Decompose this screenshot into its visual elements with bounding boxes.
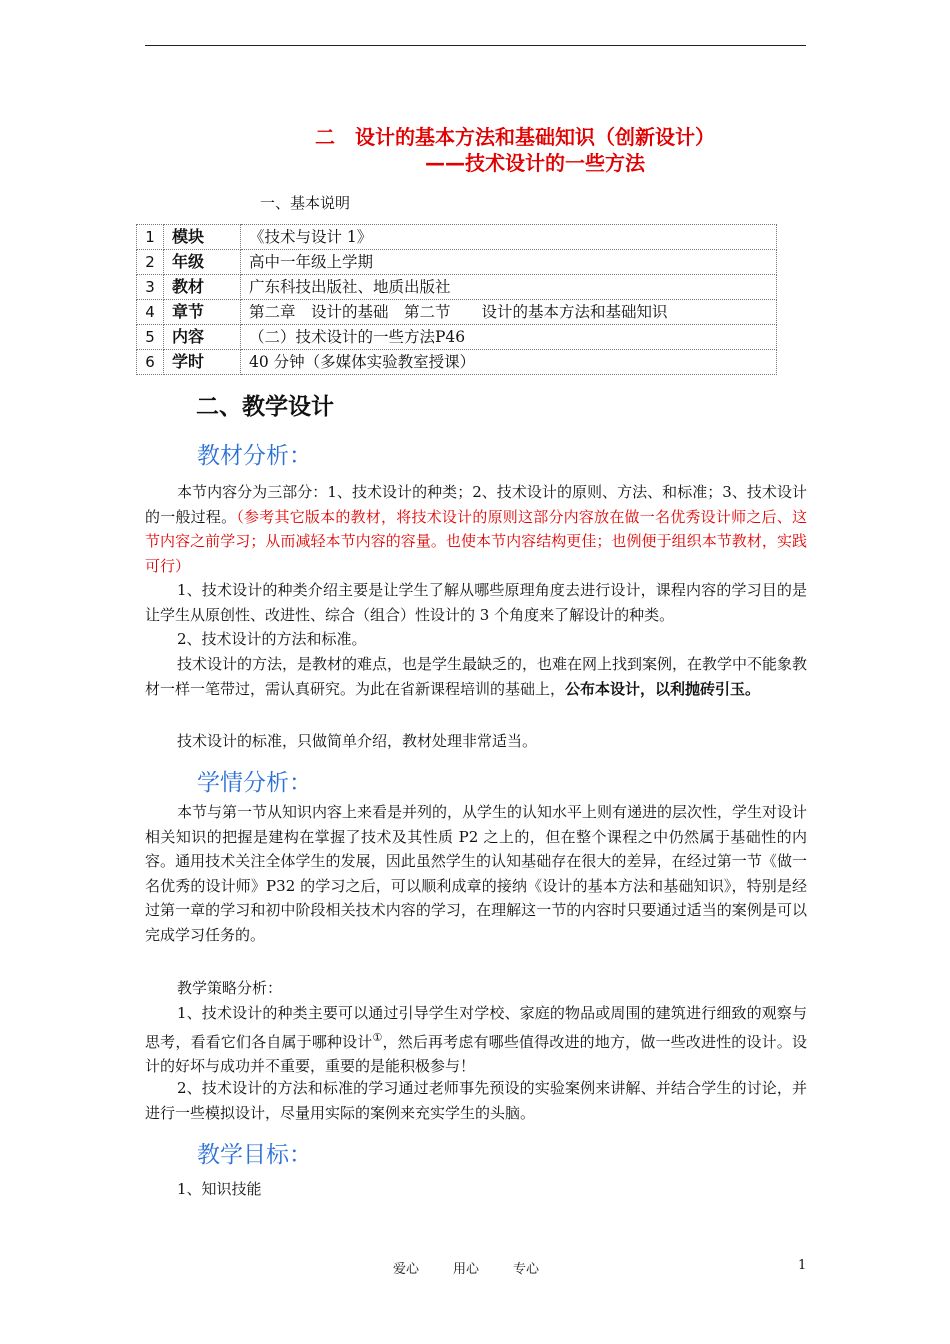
page-footer bbox=[393, 1258, 573, 1277]
paragraph-text: ，然后再考虑有哪些值得改进的地方，做一些改进性的设计。设计的好坏与成功并不重要，重要的是能积极参与！ bbox=[145, 1032, 807, 1075]
paragraph-material-intro bbox=[145, 480, 807, 578]
paragraph-text: 技术设计的方法，是教材的难点，也是学生最缺乏的，也难在网上找到案例，在教学中不能象教材一样一笔带过，需认真研究。为此在省新课程培训的基础上， bbox=[145, 655, 808, 698]
paragraph-standards: 技术设计的标准，只做简单介绍，教材处理非常适当。 bbox=[177, 732, 538, 750]
paragraph-note-red: （参考其它版本的教材，将技术设计的原则这部分内容放在做一名优秀设计师之后、这节内容之前学习；从而减轻本节内容的容量。也使本节内容结构更佳；也例便于组织本节教材，实践可行） bbox=[145, 507, 807, 575]
row-key: 模块 bbox=[164, 225, 241, 250]
row-number: 3 bbox=[137, 275, 164, 300]
row-key: 章节 bbox=[164, 300, 241, 325]
footer-item: 专心 bbox=[513, 1262, 540, 1277]
paragraph-strategy-label: 教学策略分析： bbox=[177, 979, 283, 997]
row-value: 《技术与设计 1》 bbox=[241, 225, 777, 250]
row-value: 高中一年级上学期 bbox=[241, 250, 777, 275]
row-number: 4 bbox=[137, 300, 164, 325]
title-line-1: 二 设计的基本方法和基础知识（创新设计） bbox=[315, 125, 715, 149]
table-row bbox=[137, 225, 777, 250]
page-number: 1 bbox=[798, 1258, 807, 1273]
heading-student-analysis: 学情分析： bbox=[197, 770, 312, 796]
footer-item: 爱心 bbox=[393, 1262, 420, 1277]
row-key: 内容 bbox=[164, 325, 241, 350]
row-value: 40 分钟（多媒体实验教室授课） bbox=[241, 350, 777, 375]
header-rule bbox=[145, 45, 806, 46]
row-value: （二）技术设计的一些方法P46 bbox=[241, 325, 777, 350]
paragraph-knowledge-skills: 1、知识技能 bbox=[177, 1180, 262, 1198]
row-number: 6 bbox=[137, 350, 164, 375]
heading-teaching-goals: 教学目标： bbox=[197, 1142, 312, 1168]
row-number: 2 bbox=[137, 250, 164, 275]
row-key: 年级 bbox=[164, 250, 241, 275]
row-number: 5 bbox=[137, 325, 164, 350]
basic-info-label: 一、基本说明 bbox=[260, 194, 351, 212]
paragraph-methods-detail bbox=[145, 652, 807, 701]
paragraph-bold-text: 公布本设计，以利抛砖引玉。 bbox=[565, 679, 761, 698]
title-line-2: ——技术设计的一些方法 bbox=[425, 151, 645, 175]
table-row bbox=[137, 350, 777, 375]
row-number: 1 bbox=[137, 225, 164, 250]
heading-material-analysis: 教材分析： bbox=[197, 443, 312, 469]
table-row bbox=[137, 300, 777, 325]
paragraph-design-types: 1、技术设计的种类介绍主要是让学生了解从哪些原理角度去进行设计，课程内容的学习目的是让学生从原创性、改进性、综合（组合）性设计的 3 个角度来了解设计的种类。 bbox=[145, 581, 807, 624]
paragraph-methods-standards: 2、技术设计的方法和标准。 bbox=[177, 630, 367, 648]
row-key: 学时 bbox=[164, 350, 241, 375]
footer-item: 用心 bbox=[453, 1262, 480, 1277]
row-key: 教材 bbox=[164, 275, 241, 300]
paragraph-student-analysis: 本节与第一节从知识内容上来看是并列的，从学生的认知水平上则有递进的层次性，学生对设计相关知识的把握是建构在掌握了技术及其性质 P2 之上的，但在整个课程之中仍然属于基础性的内容。通用技术关注全体学生的发展，因此虽然学生的认知基础存在很大的差异，在经过第一节《做一名优秀的设计师》P32 的学习之后，可以顺利成章的接纳《设计的基本方法和基础知识》，特别是经过第一章的学习和初中阶段相关技术内容的学习，在理解这一节的内容时只要通过适当的案例是可以完成学习任务的。 bbox=[145, 803, 808, 944]
paragraph-strategy-2: 2、技术设计的方法和标准的学习通过老师事先预设的实验案例来讲解、并结合学生的讨论，并进行一些模拟设计，尽量用实际的案例来充实学生的头脑。 bbox=[145, 1079, 807, 1122]
info-table bbox=[136, 224, 777, 375]
paragraph-text: 1、技术设计的种类主要可以通过引导学生对学校、家庭的物品或周围的建筑进行细致的观察与思考，看看它们各自属于哪种设计 bbox=[145, 1004, 807, 1051]
table-row bbox=[137, 250, 777, 275]
row-value: 广东科技出版社、地质出版社 bbox=[241, 275, 777, 300]
table-row bbox=[137, 275, 777, 300]
footnote-marker: ① bbox=[372, 1030, 383, 1044]
table-row bbox=[137, 325, 777, 350]
paragraph-text: 本节内容分为三部分：1、技术设计的种类；2、技术设计的原则、方法、和标准；3、技术设计的一般过程。 bbox=[145, 483, 807, 526]
section-heading-teaching-design: 二、教学设计 bbox=[196, 394, 334, 420]
paragraph-strategy-1 bbox=[145, 1001, 807, 1079]
row-value: 第二章 设计的基础 第二节 设计的基本方法和基础知识 bbox=[241, 300, 777, 325]
